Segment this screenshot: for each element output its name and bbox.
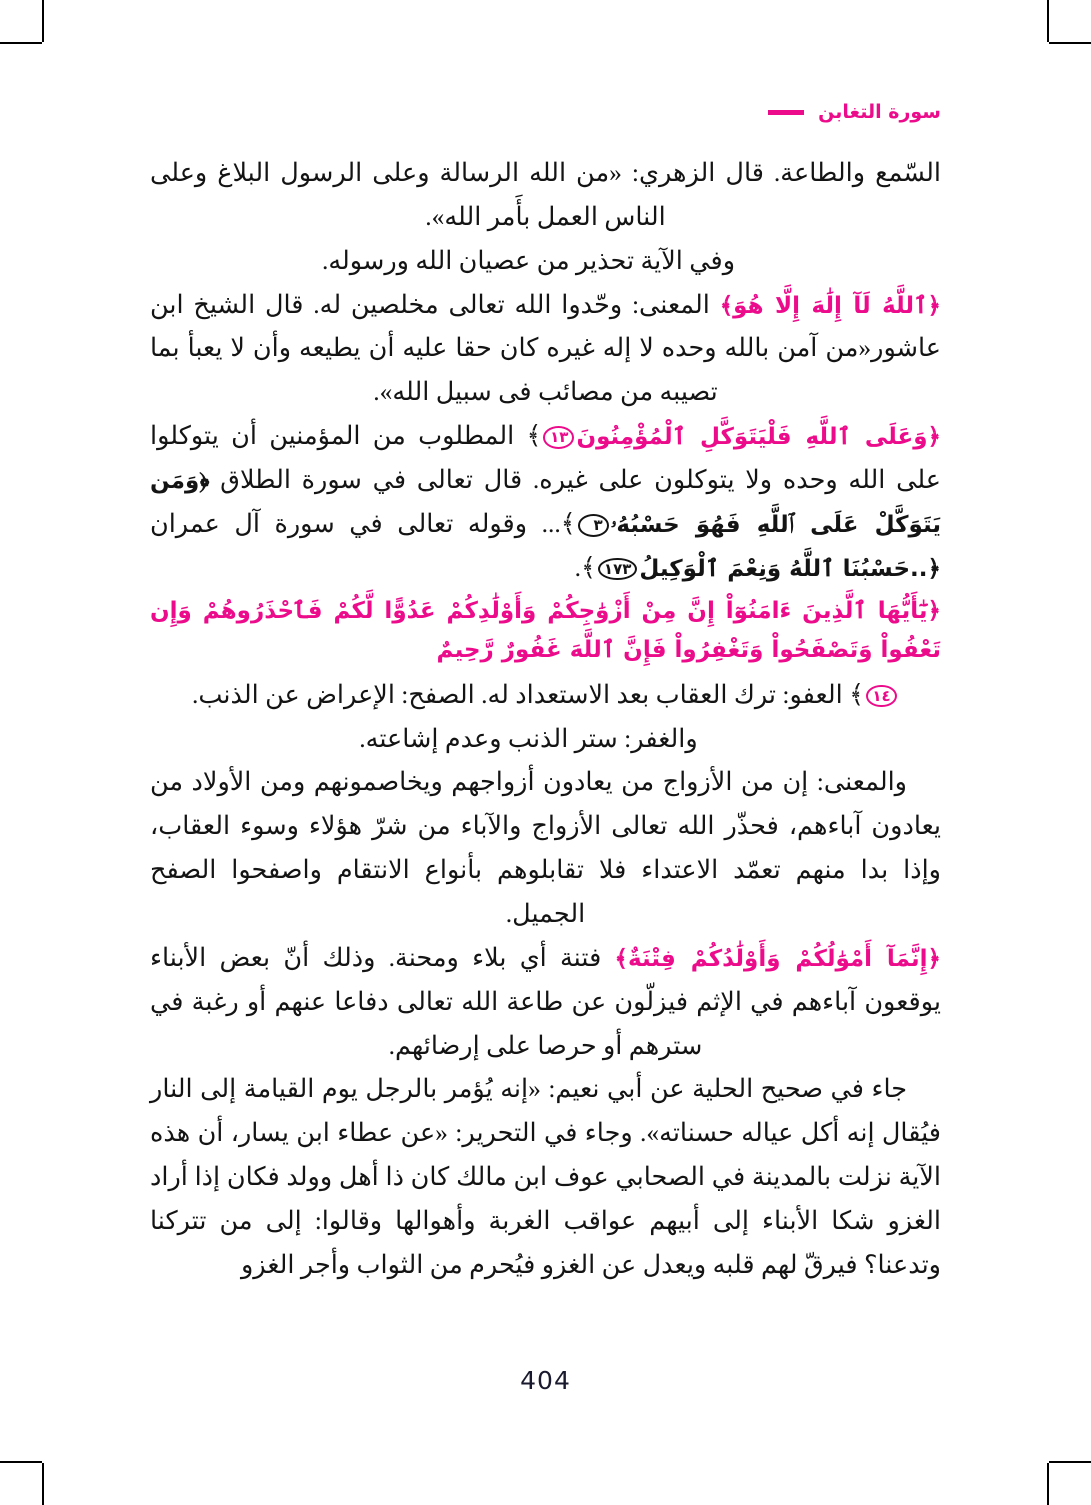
paragraph-fitna-text: فتنة أي بلاء ومحنة. وذلك أنّ بعض الأبناء يوقعون آباءهم في الإثم فيزلّون عن طاعة الله تعالى دفاعا عنهم أو رغبة في سترهم أو حرصا على إرضائهم. <box>150 942 941 1060</box>
paragraph-ayah-14-text: ﴾ العفو: ترك العقاب بعد الاستعداد له. الصفح: الإعراض عن الذنب. <box>191 679 865 709</box>
main-text-column <box>150 151 941 1287</box>
quran-quote-imran: ﴿..حَسْبُنَا ٱللَّهُ وَنِعْمَ ٱلْوَكِيلُ <box>639 555 941 582</box>
crop-mark-top-left-vertical <box>42 0 44 42</box>
ayah-marker-173: ١٧٣ <box>598 558 637 581</box>
paragraph-tawhid-text: المعنى: وحّدوا الله تعالى مخلصين له. قال الشيخ ابن عاشور«من آمن بالله وحده لا إله غيره كان حقا عليه أن يطيعه وأن لا يعبأ بما تصيبه من مصائب فى سبيل الله». <box>150 289 941 407</box>
crop-mark-bottom-right-horizontal <box>1049 1461 1091 1463</box>
paragraph-ayah-14 <box>150 592 941 717</box>
quran-quote-tawakkul: ﴿وَعَلَى ٱللَّهِ فَلْيَتَوَكَّلِ ٱلْمُؤْمِنُونَ <box>576 424 941 451</box>
running-head-surah-title: سورة التغابن <box>818 101 941 123</box>
running-head-rule-icon <box>768 110 804 115</box>
paragraph-fitna <box>150 936 941 1068</box>
running-head <box>150 95 941 129</box>
ayah-marker-3: ٣ <box>578 514 609 537</box>
paragraph-ghafr <box>150 717 941 761</box>
quran-quote-talaq: ﴿وَمَن يَتَوَكَّلْ عَلَى ٱللَّهِ فَهُوَ حَسْبُهُۥ <box>150 468 941 538</box>
crop-mark-top-left-horizontal <box>0 42 42 44</box>
paragraph-tawakkul <box>150 414 941 589</box>
paragraph-warning-text: وفي الآية تحذير من عصيان الله ورسوله. <box>321 245 736 275</box>
crop-mark-bottom-left-vertical <box>42 1463 44 1505</box>
paragraph-tawhid <box>150 283 941 415</box>
paragraph-zuhri <box>150 151 941 239</box>
crop-mark-top-right-horizontal <box>1049 42 1091 44</box>
paragraph-hilya <box>150 1067 941 1286</box>
paragraph-warning <box>150 239 941 283</box>
paragraph-zuhri-text: السّمع والطاعة. قال الزهري: «من الله الرسالة وعلى الرسول البلاغ وعلى الناس العمل بأَمر الله». <box>150 158 941 231</box>
paragraph-tawakkul-text-1: ﴾ المطلوب من المؤمنين أن يتوكلوا على الله وحده ولا يتوكلون على غيره. قال تعالى في سورة الطلاق <box>150 421 941 495</box>
ayah-marker-14: ١٤ <box>866 685 897 708</box>
quran-quote-fitna: ﴿إِنَّمَآ أَمْوَٰلُكُمْ وَأَوْلَٰدُكُمْ فِتْنَةٌ﴾ <box>614 945 941 972</box>
quran-quote-ayah-14: ﴿يَٰٓأَيُّهَا ٱلَّذِينَ ءَامَنُوٓاْ إِنَّ مِنْ أَزْوَٰجِكُمْ وَأَوْلَٰدِكُمْ عَدُوًّا لَّكُمْ فَٱحْذَرُوهُمْ وَإِن تَعْفُواْ وَتَصْفَحُواْ وَتَغْفِرُواْ فَإِنَّ ٱللَّهَ غَفُورٌ رَّحِيمٌ <box>150 597 941 664</box>
page-number: 404 <box>520 1366 571 1395</box>
paragraph-tawakkul-text-2: ﴾... وقوله تعالى في سورة آل عمران <box>150 508 576 538</box>
ayah-marker-13: ١٣ <box>543 426 574 449</box>
page-body <box>150 95 941 1395</box>
paragraph-maana-text: والمعنى: إن من الأزواج من يعادون أزواجهم ويخاصمونهم ومن الأولاد من يعادون آباءهم، فحذّر الله تعالى الأزواج والآباء من شرّ هؤلاء وسوء العقاب، وإذا بدا منهم تعمّد الاعتداء فلا تقابلوهم بأنواع الانتقام واصفحوا الصفح الجميل. <box>150 767 941 928</box>
crop-mark-top-right-vertical <box>1047 0 1049 42</box>
paragraph-tawakkul-text-3: ﴾. <box>574 552 596 582</box>
paragraph-maana <box>150 760 941 935</box>
crop-mark-bottom-right-vertical <box>1047 1463 1049 1505</box>
paragraph-ghafr-text: والغفر: ستر الذنب وعدم إشاعته. <box>359 723 698 753</box>
quran-quote-tawhid: ﴿ٱللَّهُ لَآ إِلَٰهَ إِلَّا هُوَ﴾ <box>719 292 941 319</box>
crop-mark-bottom-left-horizontal <box>0 1461 42 1463</box>
paragraph-hilya-text: جاء في صحيح الحلية عن أبي نعيم: «إنه يُؤمر بالرجل يوم القيامة إلى النار فيُقال إنه أكل عياله حسناته». وجاء في التحرير: «عن عطاء ابن يسار، أن هذه الآية نزلت بالمدينة في الصحابي عوف ابن مالك كان ذا أهل وولد فكان إذا أراد الغزو شكا الأبناء إلى أبيهم عواقب الغربة وأهوالها وقالوا: إلى من تتركنا وتدعنا؟ فيرقّ لهم قلبه ويعدل عن الغزو فيُحرم من الثواب وأجر الغزو <box>150 1074 941 1279</box>
